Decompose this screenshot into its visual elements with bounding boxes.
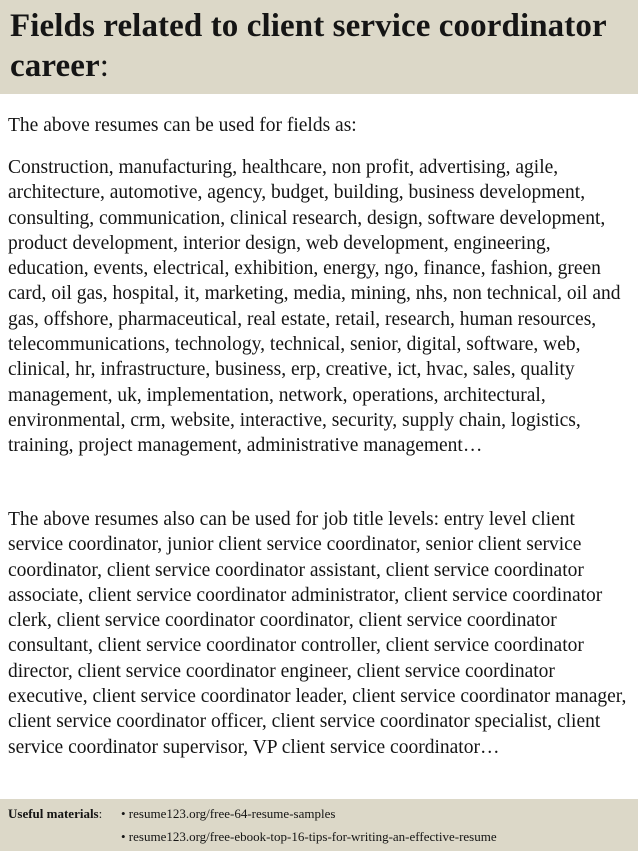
resume-samples-link[interactable]: • resume123.org/free-64-resume-samples [121,806,336,821]
useful-materials-label [8,803,102,824]
page-title-text: Fields related to client service coordinator career [10,8,607,84]
useful-materials-label-text: Useful materials [8,806,99,821]
header-bar [0,0,638,94]
ebook-tips-link[interactable]: • resume123.org/free-ebook-top-16-tips-for-writing-an-effective-resume [121,829,497,844]
job-levels-paragraph: The above resumes also can be used for job title levels: entry level client service coordinator, junior client service coordinator, senior client service coordinator, client service coordinator assistant, client service coordinator associate, client service coordinator administrator, client service coordinator clerk, client service coordinator coordinator, client service coordinator consultant, client service coordinator controller, client service coordinator director, client service coordinator engineer, client service coordinator executive, client service coordinator leader, client service coordinator manager, client service coordinator officer, client service coordinator specialist, client service coordinator supervisor, VP client service coordinator… [8,509,627,758]
page-title-colon: : [99,48,110,84]
page-title [10,6,630,86]
footer-bar [0,799,638,851]
intro-paragraph: The above resumes can be used for fields as: [8,115,357,136]
useful-materials-colon: : [98,806,103,821]
fields-paragraph: Construction, manufacturing, healthcare, non profit, advertising, agile, architecture, automotive, agency, budget, building, business development, consulting, communication, clinical research, design, software development, product development, interior design, web development, engineering, education, events, electrical, exhibition, energy, ngo, finance, fashion, green card, oil gas, hospital, it, marketing, media, mining, nhs, non technical, oil and gas, offshore, pharmaceutical, real estate, retail, research, human resources, telecommunications, technology, technical, senior, digital, software, web, clinical, hr, infrastructure, business, erp, creative, ict, hvac, sales, quality management, uk, implementation, network, operations, architectural, environmental, crm, website, interactive, security, supply chain, logistics, training, project management, administrative management… [8,157,621,457]
